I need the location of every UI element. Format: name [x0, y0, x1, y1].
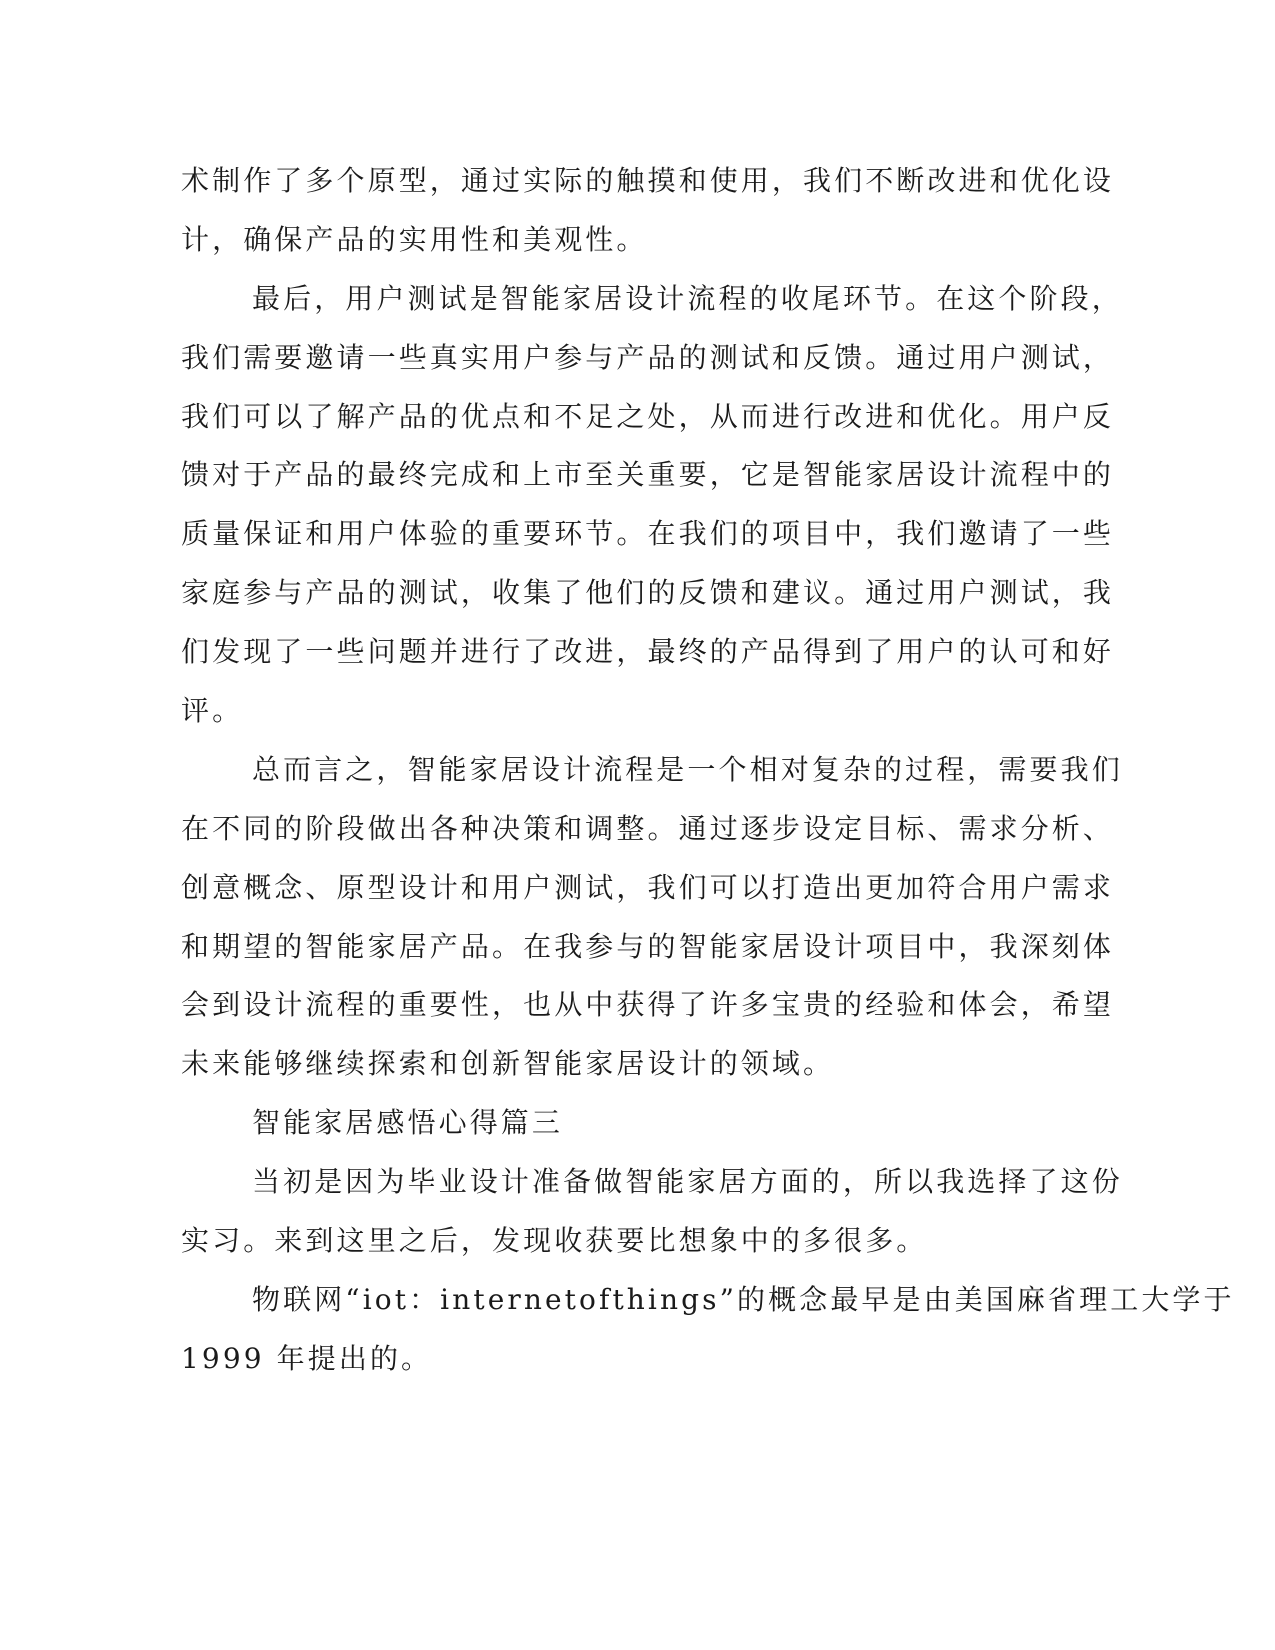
- text-line: 创意概念、原型设计和用户测试，我们可以打造出更加符合用户需求: [181, 870, 1115, 904]
- text-line: 我们需要邀请一些真实用户参与产品的测试和反馈。通过用户测试，: [181, 340, 1115, 374]
- text-line: 评。: [181, 694, 244, 728]
- text-line: 1999 年提出的。: [181, 1341, 433, 1375]
- text-line: 未来能够继续探索和创新智能家居设计的领域。: [181, 1047, 835, 1081]
- text-line: 在不同的阶段做出各种决策和调整。通过逐步设定目标、需求分析、: [181, 811, 1115, 845]
- paragraph-start-line: 物联网“iot：internetofthings”的概念最早是由美国麻省理工大学于: [252, 1282, 1235, 1316]
- text-line: 计，确保产品的实用性和美观性。: [181, 222, 648, 256]
- paragraph-start-line: 当初是因为毕业设计准备做智能家居方面的，所以我选择了这份: [252, 1165, 1123, 1199]
- text-line: 会到设计流程的重要性，也从中获得了许多宝贵的经验和体会，希望: [181, 988, 1115, 1022]
- body-text: [181, 152, 1235, 1389]
- paragraph-start-line: 总而言之，智能家居设计流程是一个相对复杂的过程，需要我们: [252, 752, 1123, 786]
- text-line: 馈对于产品的最终完成和上市至关重要，它是智能家居设计流程中的: [181, 458, 1115, 492]
- paragraph-start-line: 最后，用户测试是智能家居设计流程的收尾环节。在这个阶段，: [252, 281, 1123, 315]
- text-line: 术制作了多个原型，通过实际的触摸和使用，我们不断改进和优化设: [181, 164, 1115, 197]
- text-line: 我们可以了解产品的优点和不足之处，从而进行改进和优化。用户反: [181, 399, 1115, 433]
- text-line: 实习。来到这里之后，发现收获要比想象中的多很多。: [181, 1224, 928, 1258]
- text-line: 质量保证和用户体验的重要环节。在我们的项目中，我们邀请了一些: [181, 517, 1115, 551]
- section-heading: 智能家居感悟心得篇三: [252, 1106, 564, 1140]
- text-line: 家庭参与产品的测试，收集了他们的反馈和建议。通过用户测试，我: [181, 576, 1115, 610]
- text-line: 们发现了一些问题并进行了改进，最终的产品得到了用户的认可和好: [181, 635, 1115, 669]
- text-line: 和期望的智能家居产品。在我参与的智能家居设计项目中，我深刻体: [181, 929, 1115, 963]
